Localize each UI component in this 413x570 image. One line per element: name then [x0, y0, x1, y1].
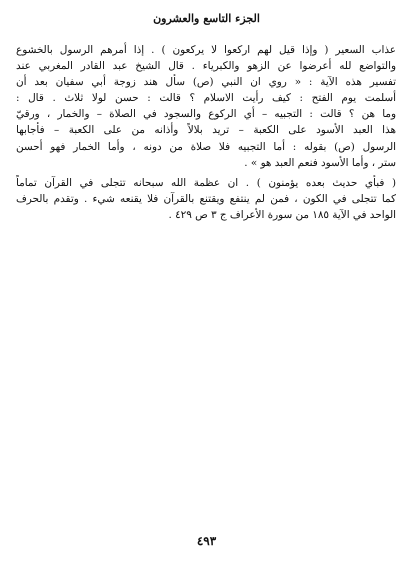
text-line: أسلمت يوم الفتح : كيف رأيت الاسلام ؟ قالت : حسن لولا ثلاث . قال : [16, 92, 396, 105]
page-number: ٤٩٣ [196, 534, 217, 548]
text-line: وما هن ؟ قالت : التجبيه – أي الركوع والسجود في الصلاة – والخمار ، ورقيّ [16, 108, 396, 121]
text-line: كما تتجلى في الكون ، فمن لم ينتفع ويقتنع بالقرآن فلا يقنعه شيء . وتقدم بالحرف [16, 192, 396, 205]
text-line: والتواضع لله أعرضوا عن الزهو والكبرياء . قال الشيخ عبد القادر المغربي عند [16, 60, 396, 73]
text-line: ستر ، وأما الأسود فنعم العبد هو » . [244, 156, 396, 169]
text-line: ( فبأي حديث بعده يؤمنون ) . ان عظمة الله سبحانه تتجلى في القرآن تماماً [16, 176, 396, 189]
running-header: الجزء التاسع والعشرون [153, 12, 260, 25]
text-line: الرسول (ص) بقوله : أما التجبيه فلا صلاة من دونه ، وأما الخمار فهو أحسن [16, 140, 396, 153]
text-line: تفسير هذه الآية : « روي ان النبي (ص) سأل هند زوجة أبي سفيان بعد أن [16, 76, 396, 89]
text-line: الواحد في الآية ١٨٥ من سورة الأعراف ج ٣ ص ٤٢٩ . [168, 208, 396, 221]
text-line: عذاب السعير ( وإذا قيل لهم اركعوا لا يركعون ) . إذا أمرهم الرسول بالخشوع [16, 44, 396, 56]
page-body [16, 42, 396, 223]
text-line: هذا العبد الأسود على الكعبة – تريد بلالاً وأذانه من على الكعبة – فأجابها [16, 124, 396, 137]
paragraph-1 [16, 42, 396, 171]
paragraph-2 [16, 175, 396, 223]
